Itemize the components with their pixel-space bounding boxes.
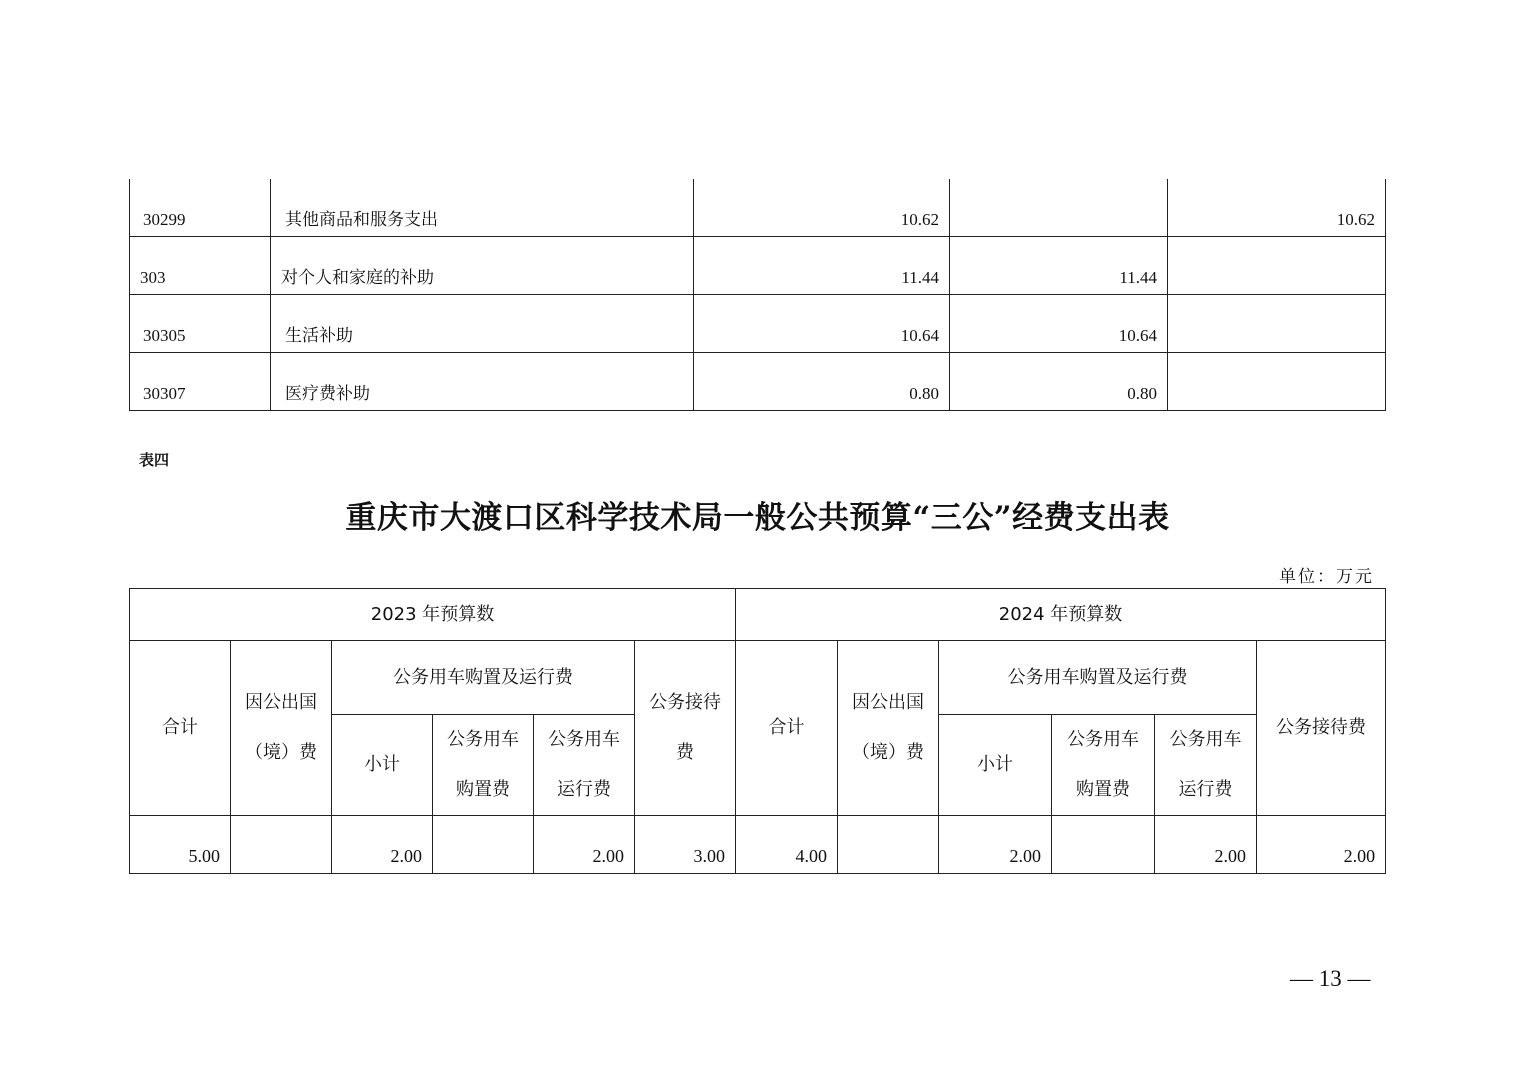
value-2023-operation: 2.00 (534, 816, 635, 874)
group-header-row (130, 641, 1386, 715)
row-total: 11.44 (694, 237, 950, 295)
header-line: 公务用车 (447, 729, 519, 750)
page-number: — 13 — (1290, 966, 1371, 991)
row-basic: 0.80 (950, 353, 1168, 411)
row-name: 对个人和家庭的补助 (271, 237, 694, 295)
row-total: 10.62 (694, 179, 950, 237)
value-2023-abroad (231, 816, 332, 874)
header-2024-operation (1155, 715, 1257, 816)
header-line: 运行费 (557, 779, 611, 800)
value-2024-operation: 2.00 (1155, 816, 1257, 874)
row-name: 医疗费补助 (271, 353, 694, 411)
value-2024-subtotal: 2.00 (939, 816, 1052, 874)
header-2023-car-group: 公务用车购置及运行费 (332, 641, 635, 715)
header-2023-total: 合计 (130, 641, 231, 816)
value-2023-purchase (433, 816, 534, 874)
row-project: 10.62 (1168, 179, 1386, 237)
year-2024-header: 2024 年预算数 (736, 589, 1386, 641)
row-code: 30305 (130, 295, 271, 353)
header-2023-operation (534, 715, 635, 816)
row-basic (950, 179, 1168, 237)
header-2023-subtotal: 小计 (332, 715, 433, 816)
header-line: 公务用车 (1067, 729, 1140, 750)
table-row (130, 237, 1386, 295)
header-line: 因公出国 (245, 692, 317, 713)
header-2024-subtotal: 小计 (939, 715, 1052, 816)
row-project (1168, 353, 1386, 411)
header-line: 费 (676, 742, 695, 763)
header-2024-reception: 公务接待费 (1257, 641, 1386, 816)
sangong-expense-table (129, 588, 1386, 874)
header-line: 购置费 (1076, 779, 1131, 800)
table-row (130, 816, 1386, 874)
unit-label: 单位：万元 (1279, 567, 1374, 587)
header-line: （境）费 (852, 742, 925, 763)
value-2023-subtotal: 2.00 (332, 816, 433, 874)
header-line: 运行费 (1178, 779, 1233, 800)
row-total: 0.80 (694, 353, 950, 411)
header-2024-car-group: 公务用车购置及运行费 (939, 641, 1257, 715)
row-code: 30307 (130, 353, 271, 411)
header-2024-abroad (838, 641, 939, 816)
value-2023-reception: 3.00 (635, 816, 736, 874)
row-name: 其他商品和服务支出 (271, 179, 694, 237)
header-line: 公务接待 (649, 692, 722, 713)
header-line: 购置费 (456, 779, 510, 800)
row-name: 生活补助 (271, 295, 694, 353)
year-2023-header: 2023 年预算数 (130, 589, 736, 641)
value-2024-reception: 2.00 (1257, 816, 1386, 874)
row-code: 303 (130, 237, 271, 295)
value-2024-purchase (1052, 816, 1155, 874)
row-basic: 11.44 (950, 237, 1168, 295)
table-row (130, 179, 1386, 237)
header-2023-reception (635, 641, 736, 816)
value-2023-total: 5.00 (130, 816, 231, 874)
header-2023-purchase (433, 715, 534, 816)
table-number-label: 表四 (139, 451, 170, 469)
value-2024-abroad (838, 816, 939, 874)
header-line: 公务用车 (1169, 729, 1242, 750)
row-basic: 10.64 (950, 295, 1168, 353)
header-2024-purchase (1052, 715, 1155, 816)
row-total: 10.64 (694, 295, 950, 353)
header-2023-abroad (231, 641, 332, 816)
header-line: 因公出国 (852, 692, 925, 713)
year-header-row (130, 589, 1386, 641)
row-project (1168, 295, 1386, 353)
expense-detail-table (129, 179, 1386, 411)
header-2024-total: 合计 (736, 641, 838, 816)
header-line: （境）费 (245, 742, 317, 763)
row-project (1168, 237, 1386, 295)
row-code: 30299 (130, 179, 271, 237)
table-row (130, 295, 1386, 353)
page-title: 重庆市大渡口区科学技术局一般公共预算“三公”经费支出表 (345, 500, 1170, 536)
table-row (130, 353, 1386, 411)
value-2024-total: 4.00 (736, 816, 838, 874)
header-line: 公务用车 (548, 729, 620, 750)
